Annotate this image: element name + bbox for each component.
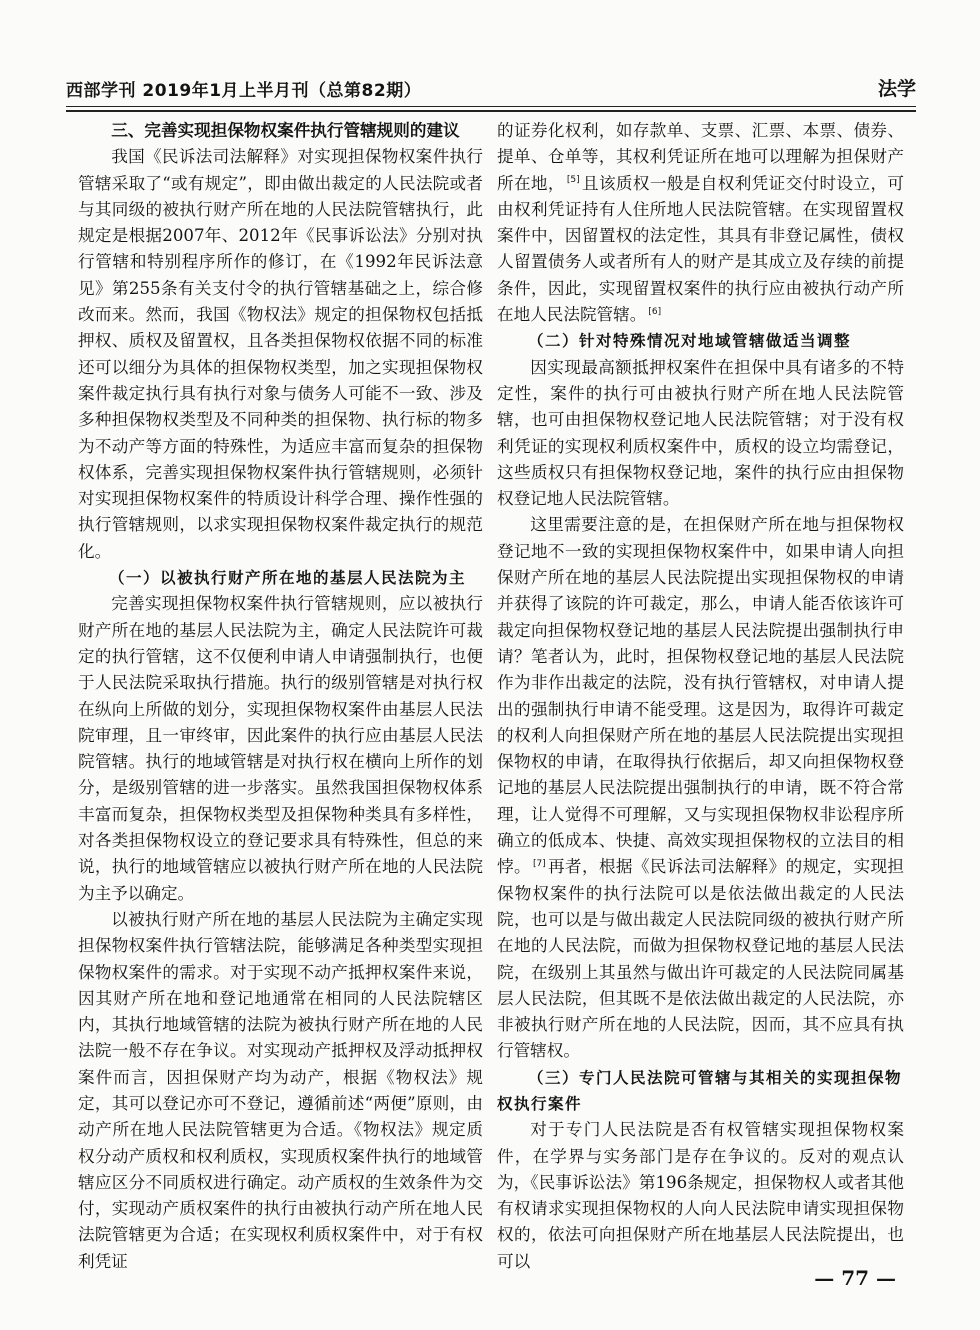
citation-marker: [7]: [532, 858, 546, 869]
subsection-heading-1: （一）以被执行财产所在地的基层人民法院为主: [109, 568, 467, 588]
citation-marker: [6]: [648, 306, 662, 317]
paragraph: 以被执行财产所在地的基层人民法院为主确定实现担保物权案件执行管辖法院，能够满足各种类型实现担保物权案件的需求。对于实现不动产抵押权案件来说，因其财产所在地和登记地通常在相同的人民法院辖区内，其执行地域管辖的法院为被执行财产所在地的人民法院一般不存在争议。对实现动产抵押权及浮动抵押权案件而言，因担保财产均为动产，根据《物权法》规定，其可以登记亦可不登记，遵循前述“两便”原则，由动产所在地人民法院管辖更为合适。《物权法》规定质权分动产质权和权利质权，实现质权案件执行的地域管辖应区分不同质权进行确定。动产质权的生效条件为交付，实现动产质权案件的执行由被执行动产所在地人民法院管辖更为合适；在实现权利质权案件中，对于有权利凭证: [78, 909, 483, 1271]
citation-marker: [5]: [566, 175, 580, 186]
paragraph-text: 且该质权一般是自权利凭证交付时设立，可由权利凭证持有人住所地人民法院管辖。在实现留置权案件中，因留置权的法定性，其具有非登记属性，债权人留置债务人或者所有人的财产是其成立及存续的前提条件，因此，实现留置权案件的执行应由被执行动产所在地人民法院管辖。: [497, 173, 905, 325]
paragraph: 我国《民诉法司法解释》对实现担保物权案件执行管辖采取了“或有规定”，即由做出裁定的人民法院或者与其同级的被执行财产所在地的人民法院管辖执行，此规定是根据2007年、2012年《民事诉讼法》分别对执行管辖和特别程序所作的修订，在《1992年民诉法意见》第255条有关支付令的执行管辖基础之上，综合修改而来。然而，我国《物权法》规定的担保物权包括抵押权、质权及留置权，且各类担保物权依据不同的标准还可以细分为具体的担保物权类型，加之实现担保物权案件裁定执行具有执行对象与债务人可能不一致、涉及多种担保物权类型及不同种类的担保物、执行标的物多为不动产等方面的特殊性，为适应丰富而复杂的担保物权体系，完善实现担保物权案件执行管辖规则，必须针对实现担保物权案件的特质设计科学合理、操作性强的执行管辖规则，以求实现担保物权案件裁定执行的规范化。: [78, 147, 483, 561]
paragraph: [497, 512, 904, 1064]
header-rule-thin: [66, 106, 916, 107]
page-header: [66, 70, 916, 104]
paragraph: 完善实现担保物权案件执行管辖规则，应以被执行财产所在地的基层人民法院为主，确定人民法院许可裁定的执行管辖，这不仅便利申请人申请强制执行，也便于人民法院采取执行措施。执行的级别管辖是对执行权在纵向上所做的划分，实现担保物权案件由基层人民法院审理，且一审终审，因此案件的执行应由基层人民法院管辖。执行的地域管辖是对执行权在横向上所作的划分，是级别管辖的进一步落实。虽然我国担保物权体系丰富而复杂，担保物权类型及担保物种类具有多样性，对各类担保物权设立的登记要求具有特殊性，但总的来说，执行的地域管辖应以被执行财产所在地的人民法院为主予以确定。: [78, 594, 483, 903]
paragraph-text: 再者，根据《民诉法司法解释》的规定，实现担保物权案件的执行法院可以是依法做出裁定的人民法院，也可以是与做出裁定人民法院同级的被执行财产所在地的人民法院，而做为担保物权登记地的基层人民法院，在级别上其虽然与做出许可裁定的人民法院同属基层人民法院，但其既不是依法做出裁定的人民法院，亦非被执行财产所在地的人民法院，因而，其不应具有执行管辖权。: [497, 857, 905, 1061]
paragraph-text: 的证券化权利，如存款单、支票、汇票、本票、债券、提单、仓单等，其权利凭证所在地可以理解为担保财产所在地，: [497, 121, 904, 193]
subsection-heading-3: （三）专门人民法院可管辖与其相关的实现担保物权执行案件: [497, 1067, 903, 1113]
paragraph-continued: [497, 118, 904, 328]
left-column: [78, 118, 483, 1271]
subsection-heading-2: （二）针对特殊情况对地域管辖做适当调整: [528, 331, 852, 351]
section-heading-3: 三、完善实现担保物权案件执行管辖规则的建议: [111, 121, 460, 140]
section-label: 法学: [877, 78, 916, 100]
page-number: — 77 —: [814, 1266, 896, 1290]
right-column: [497, 118, 905, 1271]
paragraph: 对于专门人民法院是否有权管辖实现担保物权案件，在学界与实务部门是存在争议的。反对的观点认为，《民事诉讼法》第196条规定，担保物权人或者其他有权请求实现担保物权的人向人民法院申请实现担保物权的，依法可向担保财产所在地基层人民法院提出，也可以: [497, 1120, 904, 1271]
paragraph-text: 这里需要注意的是，在担保财产所在地与担保物权登记地不一致的实现担保物权案件中，如果申请人向担保财产所在地的基层人民法院提出实现担保物权的申请并获得了该院的许可裁定，那么，申请人能否依该许可裁定向担保物权登记地的基层人民法院提出强制执行申请？笔者认为，此时，担保物权登记地的基层人民法院作为非作出裁定的法院，没有执行管辖权，对申请人提出的强制执行申请不能受理。这是因为，取得许可裁定的权利人向担保财产所在地的基层人民法院提出实现担保物权的申请，在取得执行依据后，却又向担保物权登记地的基层人民法院提出强制执行的申请，既不符合常理，让人觉得不可理解，又与实现担保物权非讼程序所确立的低成本、快捷、高效实现担保物权的立法目的相悖。: [497, 515, 904, 877]
journal-title: 西部学刊 2019年1月上半月刊（总第82期）: [66, 81, 422, 101]
header-rule-thick: [66, 110, 916, 112]
paragraph: 因实现最高额抵押权案件在担保中具有诸多的不特定性，案件的执行可由被执行财产所在地人民法院管辖，也可由担保物权登记地人民法院管辖；对于没有权利凭证的实现权利质权案件中，质权的设立均需登记，这些质权只有担保物权登记地，案件的执行应由担保物权登记地人民法院管辖。: [497, 357, 904, 509]
